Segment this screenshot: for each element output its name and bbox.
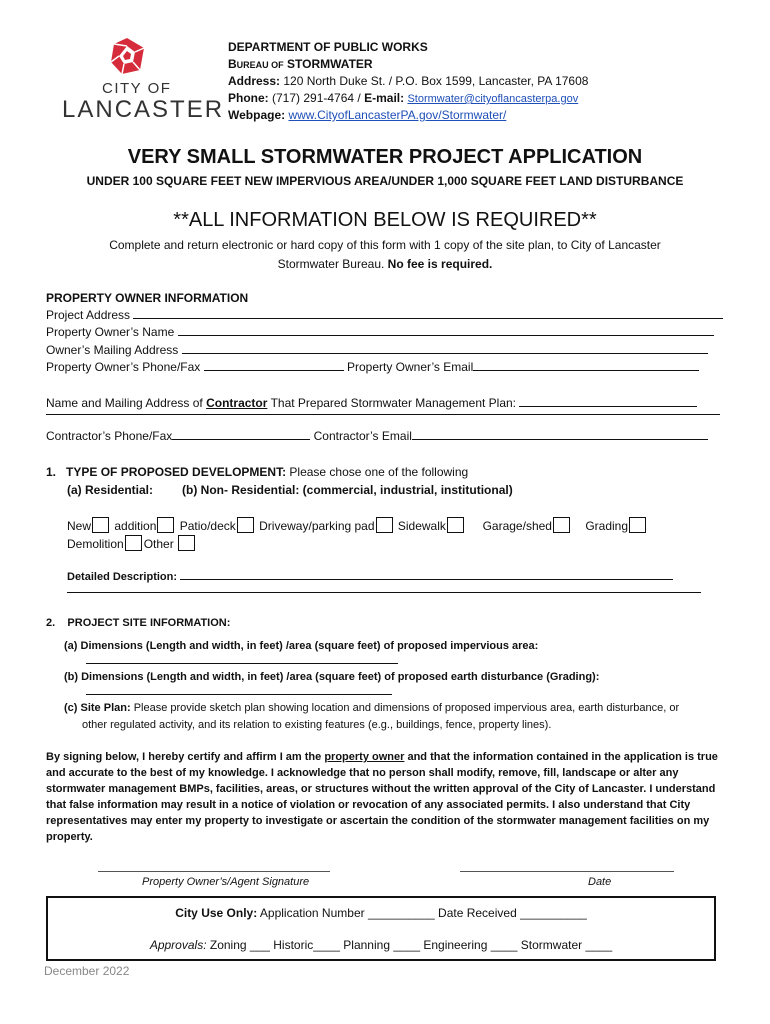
date-line[interactable]: [460, 871, 674, 872]
instructions-line-2: Stormwater Bureau. No fee is required.: [277, 257, 493, 271]
bureau-name: BUREAU OF STORMWATER: [228, 57, 373, 71]
webpage-link[interactable]: www.CityofLancasterPA.gov/Stormwater/: [288, 108, 507, 122]
owner-heading: PROPERTY OWNER INFORMATION: [46, 291, 249, 305]
certification-statement: By signing below, I hereby certify and affirm I am the property owner and that the information contained in the application is true and accurate to the best of my knowledge. I acknowledge that no person shall modify, remove, fill, landscape or alter any stormwater management BMPs, facilities, areas, or structures without the written approval of the City of Lancaster. I understand that false information may result in a notice of violation or revocation of any associated permits. I also understand that City representatives may enter my property to investigate or ascertain the condition of the stormwater management facilities on my property.: [46, 751, 718, 843]
disturbance-dimensions-line[interactable]: [86, 694, 392, 695]
disturbance-dimensions-label: (b) Dimensions (Length and width, in feet) /area (square feet) of proposed earth disturbance (Grading):: [64, 671, 600, 683]
logo-lancaster: LANCASTER: [62, 96, 225, 123]
checkbox-grading[interactable]: [629, 517, 646, 533]
site-plan-text-2: other regulated activity, and its relation to existing features (e.g., buildings, fence, property lines).: [82, 719, 552, 731]
checkbox-addition[interactable]: [157, 517, 174, 533]
page-subtitle: UNDER 100 SQUARE FEET NEW IMPERVIOUS AREA/UNDER 1,000 SQUARE FEET LAND DISTURBANCE: [86, 174, 684, 188]
impervious-dimensions-label: (a) Dimensions (Length and width, in feet) /area (square feet) of proposed impervious area:: [64, 640, 539, 652]
development-options-row-2: Demolition Other: [67, 535, 197, 551]
address-line: Address: 120 North Duke St. / P.O. Box 1599, Lancaster, PA 17608: [228, 74, 589, 88]
owner-name-field[interactable]: Property Owner’s Name: [46, 325, 714, 339]
contractor-name-field[interactable]: Name and Mailing Address of Contractor That Prepared Stormwater Management Plan:: [46, 396, 697, 410]
required-banner: **ALL INFORMATION BELOW IS REQUIRED**: [173, 209, 597, 231]
residential-label: (a) Residential:: [67, 483, 154, 497]
checkbox-driveway[interactable]: [376, 517, 393, 533]
site-plan-text: (c) Site Plan: Please provide sketch plan showing location and dimensions of proposed impervious area, earth disturbance, or: [64, 702, 680, 714]
department-name: DEPARTMENT OF PUBLIC WORKS: [228, 40, 428, 54]
webpage-line: Webpage: www.CityofLancasterPA.gov/Stormwater/: [228, 108, 507, 122]
page-title: VERY SMALL STORMWATER PROJECT APPLICATION: [127, 146, 643, 168]
checkbox-demolition[interactable]: [125, 535, 142, 551]
city-use-row-1: City Use Only: Application Number __________ Date Received __________: [175, 906, 587, 920]
project-address-field[interactable]: Project Address: [46, 308, 723, 322]
contractor-phone-email-field[interactable]: Contractor’s Phone/Fax Contractor’s Email: [46, 429, 708, 443]
owner-signature-line[interactable]: [98, 871, 330, 872]
detailed-description-field[interactable]: Detailed Description:: [67, 569, 673, 583]
checkbox-new[interactable]: [92, 517, 109, 533]
phone-line: Phone: (717) 291-4764 / E-mail: Stormwater@cityoflancasterpa.gov: [228, 91, 579, 105]
owner-signature-label: Property Owner’s/Agent Signature: [142, 876, 310, 888]
logo-city-of: CITY OF: [102, 80, 172, 97]
non-residential-label: (b) Non- Residential: (commercial, industrial, institutional): [182, 483, 513, 497]
section-2-heading: 2. PROJECT SITE INFORMATION:: [46, 617, 231, 629]
contractor-address-line[interactable]: [46, 414, 720, 415]
detailed-description-line-2[interactable]: [67, 592, 701, 593]
checkbox-garage-shed[interactable]: [553, 517, 570, 533]
date-label: Date: [588, 876, 612, 888]
checkbox-patio-deck[interactable]: [237, 517, 254, 533]
city-use-box: [46, 896, 716, 961]
instructions-line-1: Complete and return electronic or hard copy of this form with 1 copy of the site plan, to City of Lancaster: [109, 238, 661, 252]
city-use-row-2: Approvals: Zoning ___ Historic____ Planning ____ Engineering ____ Stormwater ____: [149, 938, 613, 952]
owner-mailing-address-field[interactable]: Owner’s Mailing Address: [46, 343, 708, 357]
owner-phone-email-field[interactable]: Property Owner’s Phone/Fax Property Owner’s Email: [46, 360, 699, 374]
city-logo: [58, 36, 225, 123]
email-link[interactable]: Stormwater@cityoflancasterpa.gov: [407, 93, 579, 105]
development-options-row-1: New addition Patio/deck Driveway/parking pad Sidewalk Garage/shed Grading: [67, 517, 648, 533]
checkbox-sidewalk[interactable]: [447, 517, 464, 533]
city-rose-logo-icon: [108, 36, 146, 76]
impervious-dimensions-line[interactable]: [86, 663, 398, 664]
checkbox-other[interactable]: [178, 535, 195, 551]
section-1-heading: 1. TYPE OF PROPOSED DEVELOPMENT: Please chose one of the following: [46, 465, 469, 479]
footer-date: December 2022: [44, 964, 130, 978]
